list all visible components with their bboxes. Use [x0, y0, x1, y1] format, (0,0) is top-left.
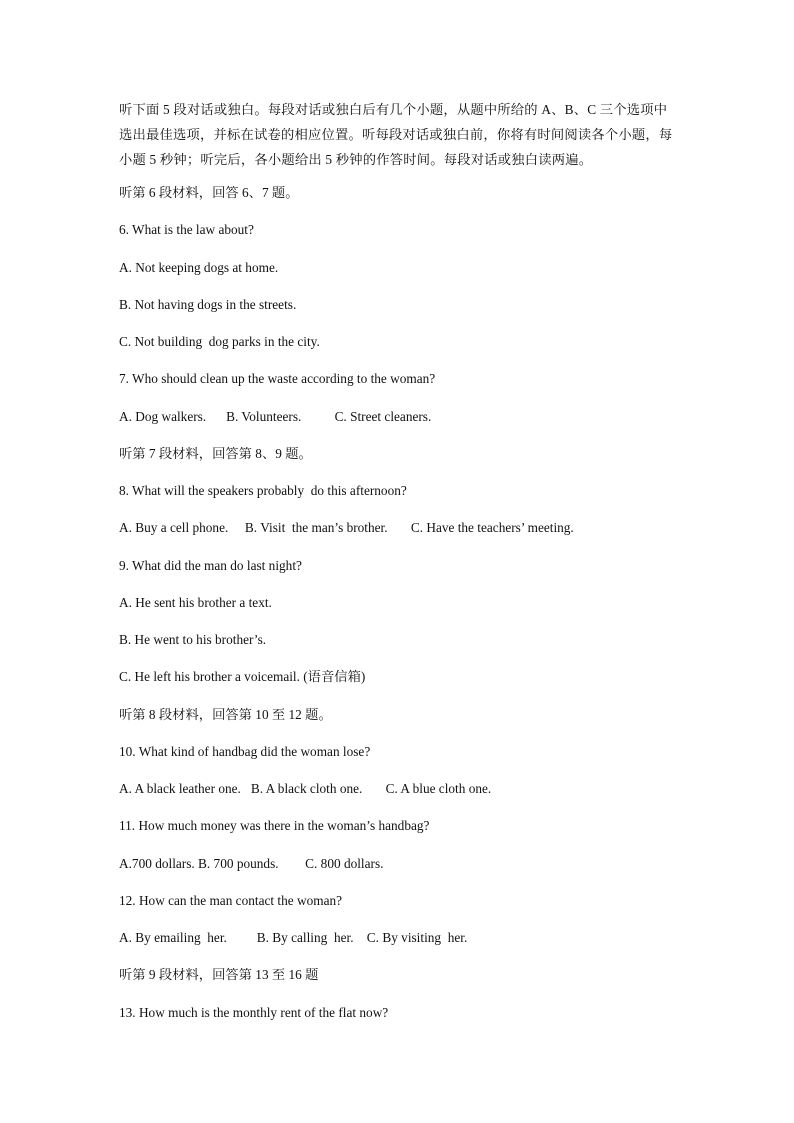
- question-9-option-c: C. He left his brother a voicemail. (语音信箱): [119, 669, 366, 684]
- question-6-option-a: A. Not keeping dogs at home.: [119, 260, 279, 275]
- question-8-options: A. Buy a cell phone. B. Visit the man’s brother. C. Have the teachers’ meeting.: [119, 520, 574, 535]
- question-11: 11. How much money was there in the woman’s handbag?: [119, 818, 430, 833]
- question-11-options: A.700 dollars. B. 700 pounds. C. 800 dollars.: [119, 856, 384, 871]
- section-instructions: 听下面 5 段对话或独白。每段对话或独白后有几个小题，从题中所给的 A、B、C 三个选项中选出最佳选项，并标在试卷的相应位置。听每段对话或独白前，你将有时间阅读各个小题，每小题 5 秒钟；听完后，各小题给出 5 秒钟的作答时间。每段对话或独白读两遍。: [119, 102, 673, 167]
- question-9-option-a: A. He sent his brother a text.: [119, 595, 272, 610]
- question-7: 7. Who should clean up the waste according to the woman?: [119, 371, 436, 386]
- material-7-heading: 听第 7 段材料，回答第 8、9 题。: [119, 446, 312, 461]
- material-6-heading: 听第 6 段材料，回答 6、7 题。: [119, 185, 299, 200]
- question-9-option-b: B. He went to his brother’s.: [119, 632, 267, 647]
- question-6-option-c: C. Not building dog parks in the city.: [119, 334, 320, 349]
- material-9-heading: 听第 9 段材料，回答第 13 至 16 题: [119, 967, 319, 982]
- question-12: 12. How can the man contact the woman?: [119, 893, 343, 908]
- material-8-heading: 听第 8 段材料，回答第 10 至 12 题。: [119, 707, 332, 722]
- question-8: 8. What will the speakers probably do this afternoon?: [119, 483, 407, 498]
- question-12-options: A. By emailing her. B. By calling her. C. By visiting her.: [119, 930, 468, 945]
- question-6-option-b: B. Not having dogs in the streets.: [119, 297, 297, 312]
- question-9: 9. What did the man do last night?: [119, 558, 302, 573]
- question-6: 6. What is the law about?: [119, 222, 254, 237]
- question-10: 10. What kind of handbag did the woman lose?: [119, 744, 371, 759]
- question-7-options: A. Dog walkers. B. Volunteers. C. Street cleaners.: [119, 409, 432, 424]
- question-10-options: A. A black leather one. B. A black cloth one. C. A blue cloth one.: [119, 781, 492, 796]
- question-13: 13. How much is the monthly rent of the flat now?: [119, 1005, 389, 1020]
